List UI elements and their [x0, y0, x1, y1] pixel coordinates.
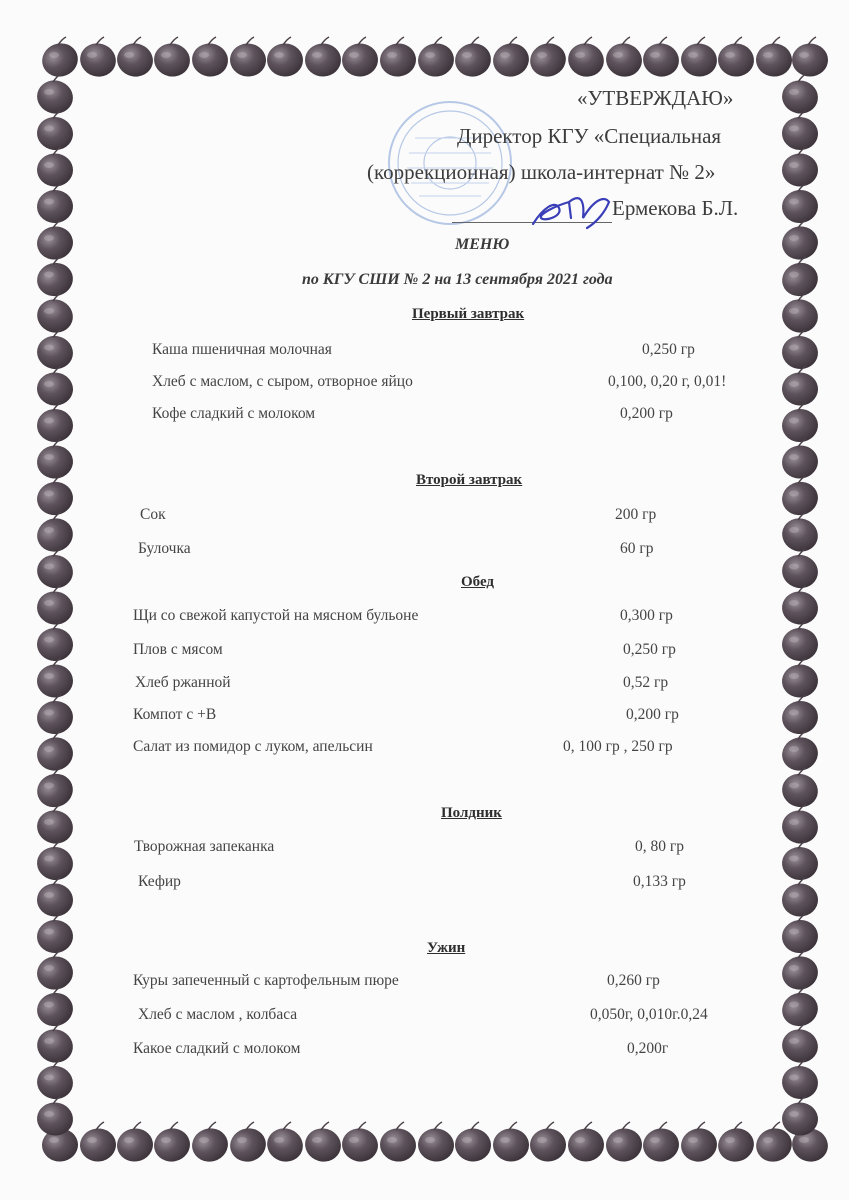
menu-item-dish: Плов с мясом — [133, 641, 223, 658]
menu-item-qty: 0,133 гр — [633, 873, 686, 890]
apple-icon — [640, 1122, 682, 1165]
apple-icon — [34, 1060, 76, 1103]
apple-icon — [493, 1122, 530, 1162]
apple-icon — [34, 804, 77, 847]
menu-item-qty: 0,260 гр — [607, 972, 660, 989]
menu-item-dish: Булочка — [138, 540, 191, 557]
apple-icon — [229, 37, 268, 78]
apple-icon — [714, 1122, 758, 1166]
menu-item-dish: Творожная запеканка — [134, 838, 275, 855]
apple-icon — [792, 37, 828, 77]
apple-icon — [780, 1060, 821, 1102]
apple-icon — [781, 366, 819, 406]
apple-icon — [778, 476, 821, 520]
signature — [525, 188, 615, 238]
menu-item-qty: 0,200 гр — [626, 706, 679, 723]
menu-subtitle: по КГУ СШИ № 2 на 13 сентября 2021 года — [302, 271, 613, 288]
apple-icon — [452, 37, 495, 80]
menu-title: МЕНЮ — [455, 236, 510, 253]
apple-icon — [35, 439, 74, 480]
menu-item-qty: 0, 100 гр , 250 гр — [563, 738, 673, 755]
apple-icon — [33, 549, 77, 593]
apple-icon — [301, 1122, 345, 1166]
apple-icon — [779, 695, 821, 738]
apple-icon — [33, 293, 77, 337]
apple-icon — [778, 1023, 821, 1067]
apple-icon — [778, 731, 822, 775]
apple-icon — [36, 622, 74, 663]
apple-icon — [416, 1122, 456, 1164]
signer-name: Ермекова Б.Л. — [612, 196, 739, 220]
menu-item-qty: 0,050г, 0,010г.0,24 — [590, 1006, 708, 1023]
apple-icon — [415, 37, 456, 79]
apple-icon — [781, 111, 820, 152]
position-line-1: Директор КГУ «Специальная — [457, 124, 722, 148]
apple-icon — [34, 476, 76, 519]
apple-icon — [782, 147, 819, 187]
apple-icon — [780, 330, 821, 372]
menu-item-qty: 0,52 гр — [623, 674, 669, 691]
apple-icon — [781, 658, 820, 699]
apple-icon — [115, 1122, 156, 1164]
apple-icon — [377, 1122, 418, 1164]
apple-icon — [34, 585, 75, 627]
apple-icon — [114, 37, 157, 80]
menu-item-dish: Салат из помидор с луком, апельсин — [133, 738, 373, 755]
apple-icon — [567, 1122, 606, 1163]
menu-item-dish: Компот с +В — [133, 706, 217, 723]
apple-icon — [529, 1122, 566, 1162]
apple-icon — [640, 37, 682, 80]
apple-icon — [604, 1122, 644, 1164]
menu-item-dish: Хлеб ржанной — [135, 674, 231, 691]
apple-icon — [32, 768, 77, 813]
apple-icon — [36, 184, 74, 225]
apple-icon — [34, 950, 75, 992]
menu-item-qty: 0,250 гр — [623, 641, 676, 658]
menu-item-dish: Щи со свежой капустой на мясном бульоне — [133, 607, 419, 624]
apple-icon — [35, 111, 75, 153]
apple-icon — [151, 37, 193, 80]
menu-item-dish: Кофе сладкий с молоком — [152, 405, 316, 422]
apple-icon — [76, 37, 120, 81]
apple-icon — [78, 1122, 117, 1163]
section-title: Ужин — [427, 940, 466, 956]
apple-icon — [33, 1023, 77, 1067]
apple-icon — [263, 1122, 308, 1166]
apple-icon — [489, 37, 533, 81]
apple-icon — [151, 1122, 193, 1165]
apple-icon — [780, 184, 820, 226]
position-line-2: (коррекционная) школа-интернат № 2» — [367, 160, 716, 184]
apple-icon — [190, 37, 230, 79]
apple-icon — [34, 731, 77, 774]
apple-icon — [780, 439, 821, 481]
apple-icon — [36, 147, 73, 187]
apple-icon — [36, 658, 73, 698]
apple-icon — [778, 293, 821, 337]
apple-icon — [33, 987, 77, 1031]
menu-item-dish: Хлеб с маслом, с сыром, отворное яйцо — [152, 373, 413, 390]
apple-icon — [782, 877, 819, 917]
menu-item-qty: 0,100, 0,20 г, 0,01! — [608, 373, 727, 390]
apple-icon — [564, 37, 608, 81]
menu-item-dish: Кефир — [138, 873, 181, 890]
apple-icon — [35, 366, 74, 407]
apple-icon — [778, 512, 823, 556]
apple-icon — [602, 37, 645, 81]
apple-icon — [341, 37, 379, 78]
menu-item-qty: 0, 80 гр — [635, 838, 684, 855]
apple-icon — [36, 914, 74, 955]
apple-icon — [678, 1122, 721, 1165]
apple-icon — [34, 74, 77, 117]
menu-item-qty: 200 гр — [615, 506, 657, 523]
apple-icon — [716, 37, 755, 78]
apple-icon — [305, 37, 342, 77]
apple-icon — [779, 74, 821, 117]
apple-icon — [679, 37, 720, 79]
section-title: Второй завтрак — [416, 472, 523, 488]
apple-icon — [33, 512, 77, 556]
apple-icon — [779, 804, 821, 847]
apple-icon — [782, 622, 819, 662]
approve-label: «УТВЕРЖДАЮ» — [577, 86, 734, 110]
apple-icon — [778, 768, 822, 812]
apple-icon — [188, 1122, 231, 1166]
apple-icon — [34, 220, 75, 262]
menu-item-dish: Каша пшеничная молочная — [152, 341, 332, 358]
apple-icon — [778, 257, 823, 301]
menu-item-qty: 60 гр — [620, 540, 654, 557]
menu-item-dish: Хлеб с маслом , колбаса — [138, 1006, 298, 1023]
apple-icon — [36, 877, 73, 917]
apple-icon — [779, 950, 822, 993]
apple-icon — [33, 257, 77, 301]
apple-icon — [781, 841, 820, 882]
apple-icon — [778, 987, 823, 1031]
apple-icon — [37, 403, 73, 443]
menu-item-qty: 0,200г — [627, 1040, 669, 1057]
apple-icon — [781, 403, 819, 443]
apple-icon — [526, 37, 571, 81]
section-title: Полдник — [441, 805, 502, 821]
apple-icon — [454, 1122, 492, 1163]
apple-icon — [780, 914, 820, 956]
section-title: Первый завтрак — [412, 306, 525, 322]
apple-icon — [780, 585, 820, 627]
apple-icon — [35, 695, 75, 737]
apple-icon — [755, 37, 793, 77]
section-title: Обед — [461, 574, 495, 590]
menu-item-dish: Куры запеченный с картофельным пюре — [133, 972, 399, 989]
menu-item-qty: 0,300 гр — [620, 607, 673, 624]
menu-item-qty: 0,250 гр — [642, 341, 695, 358]
apple-icon — [266, 37, 303, 77]
apple-icon — [35, 841, 75, 883]
menu-item-qty: 0,200 гр — [620, 405, 673, 422]
apple-icon — [34, 330, 76, 373]
apple-icon — [226, 1122, 270, 1166]
apple-icon — [378, 37, 418, 79]
apple-icon — [779, 549, 822, 592]
apple-icon — [339, 1122, 382, 1165]
menu-item-dish: Сок — [140, 506, 166, 523]
menu-item-dish: Какое сладкий с молоком — [133, 1040, 301, 1057]
apple-icon — [779, 220, 822, 263]
